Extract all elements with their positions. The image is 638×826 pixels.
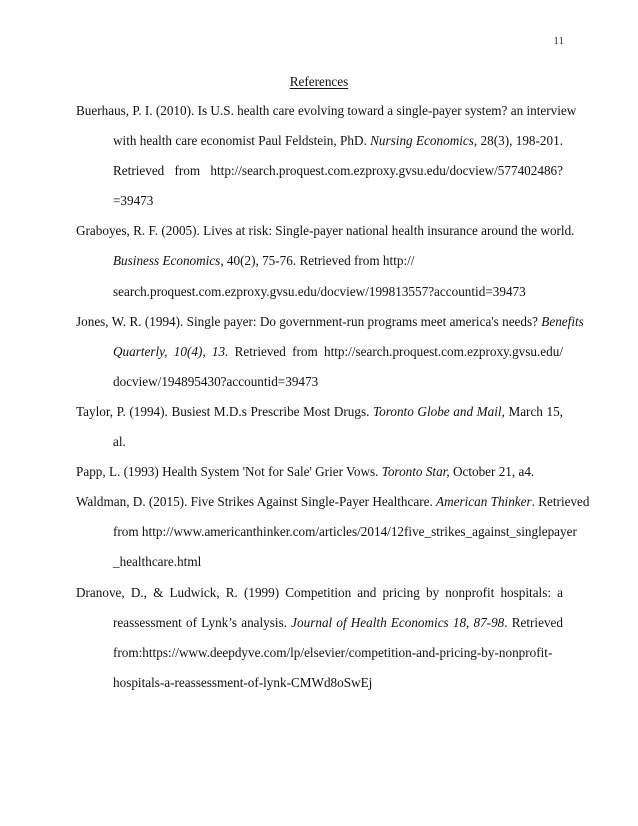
reference-text: , March 15, [501,403,563,419]
reference-italic-title: Journal of Health Economics 18, 87-98 [291,614,505,630]
reference-entry [76,487,590,577]
reference-continuation-line [76,668,563,698]
reference-text: with health care economist Paul Feldstein, PhD. [113,133,371,149]
reference-text: reassessment of Lynk’s analysis. [113,614,292,630]
reference-text: October 21, a4. [449,464,535,480]
reference-continuation-line [76,547,563,577]
reference-text: Jones, W. R. (1994). Single payer: Do government-run programs meet america's needs? [76,313,542,329]
reference-continuation-line [76,517,577,547]
reference-text: from:https://www.deepdyve.com/lp/elsevier/competition-and-pricing-by-nonprofit- [113,644,553,660]
reference-text: _healthcare.html [113,554,202,570]
reference-first-line [76,397,563,427]
reference-text: =39473 [113,193,154,209]
reference-first-line [76,578,563,608]
reference-continuation-line [76,126,563,156]
references-heading: References [289,74,349,89]
reference-italic-title: Toronto Star, [381,464,450,480]
reference-italic-title: American Thinker [436,494,532,510]
reference-continuation-line [76,246,563,276]
reference-text: Buerhaus, P. I. (2010). Is U.S. health care evolving toward a single-payer system? an interview [76,103,577,118]
reference-entry [76,578,563,698]
reference-italic-title: Nursing Economics [370,133,474,149]
reference-text: Taylor, P. (1994). Busiest M.D.s Prescribe Most Drugs. [76,403,374,419]
reference-text: Dranove, D., & Ludwick, R. (1999) Competition and pricing by nonprofit hospitals: a [76,584,563,600]
reference-text: search.proquest.com.ezproxy.gvsu.edu/docview/199813557?accountid=39473 [113,283,526,299]
reference-text: al. [113,434,126,450]
reference-continuation-line [76,638,563,668]
reference-entry [76,457,563,487]
reference-italic-title: Business Economics [113,253,221,269]
reference-entry [76,216,575,306]
reference-text: hospitals-a-reassessment-of-lynk-CMWd8oSwEj [113,674,373,690]
reference-entry [76,307,584,397]
reference-text: Waldman, D. (2015). Five Strikes Against Single-Payer Healthcare. [76,494,437,510]
reference-text: from http://www.americanthinker.com/articles/2014/12five_strikes_against_singlepayer [113,524,577,540]
reference-entry [76,397,563,457]
reference-continuation-line [76,367,563,397]
reference-text: Retrieved from http://search.proquest.com.ezproxy.gvsu.edu/ [228,343,563,359]
reference-entry [76,96,577,216]
reference-continuation-line [76,186,563,216]
reference-first-line [76,216,575,246]
reference-text: Retrieved from http://search.proquest.com.ezproxy.gvsu.edu/docview/577402486? [113,163,563,179]
reference-italic-title: Toronto Globe and Mail [373,403,502,419]
reference-list [76,96,590,698]
reference-italic-title: Quarterly, 10(4), 13. [113,343,229,359]
reference-text: Papp, L. (1993) Health System 'Not for Sale' Grier Vows. [76,464,382,480]
page-number: 11 [553,35,564,47]
reference-continuation-line [76,337,563,367]
reference-continuation-line [76,427,563,457]
reference-text: docview/194895430?accountid=39473 [113,373,319,389]
reference-text: , 40(2), 75-76. Retrieved from http:// [220,253,415,269]
reference-italic-title: Benefits [541,313,584,329]
reference-continuation-line [76,156,563,186]
reference-text: . Retrieved [504,614,563,630]
reference-text: , 28(3), 198-201. [473,133,563,149]
reference-continuation-line [76,277,563,307]
reference-text: . Retrieved [531,494,590,510]
reference-first-line [76,457,563,487]
reference-first-line [76,307,584,337]
reference-continuation-line [76,608,563,638]
reference-text: Graboyes, R. F. (2005). Lives at risk: Single-payer national health insurance around the world. [76,223,575,239]
reference-first-line [76,487,590,517]
reference-first-line [76,96,577,126]
